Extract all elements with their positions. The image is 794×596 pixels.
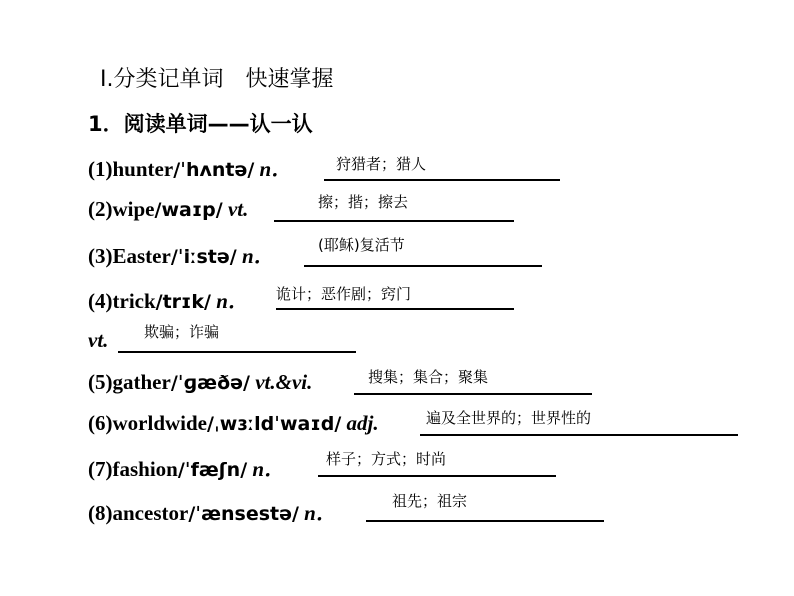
- entry-word: gather: [112, 370, 171, 394]
- answer-line: [420, 434, 738, 436]
- answer-text: 擦；揩；擦去: [318, 193, 409, 211]
- answer-text: 样子；方式；时尚: [326, 450, 447, 468]
- entry-number: (8): [88, 501, 113, 525]
- vocab-entry-trick: [88, 285, 249, 315]
- entry-word: wipe: [112, 197, 155, 221]
- entry-pronunciation: /ˈhʌntə/: [173, 159, 255, 181]
- entry-number: (3): [88, 244, 113, 268]
- answer-text: 狩猎者；猎人: [336, 155, 427, 173]
- entry-word: worldwide: [112, 411, 207, 435]
- vocab-entry-wipe: [88, 197, 248, 222]
- answer-text: 欺骗；诈骗: [144, 323, 220, 341]
- entry-pronunciation: /ˈiːstə/: [170, 246, 237, 268]
- entry-pos: n．: [216, 289, 249, 313]
- entry-pronunciation: /waɪp/: [154, 199, 223, 221]
- entry-number: (1): [88, 157, 113, 181]
- answer-line: [366, 520, 604, 522]
- answer-line: [118, 351, 356, 353]
- answer-text: 搜集；集合；聚集: [368, 368, 489, 386]
- entry-pronunciation: /trɪk/: [155, 291, 211, 313]
- answer-line: [354, 393, 592, 395]
- answer-line: [324, 179, 560, 181]
- answer-text: 祖先；祖宗: [392, 492, 468, 510]
- answer-text: 诡计；恶作剧；窍门: [276, 285, 412, 303]
- answer-line: [304, 265, 542, 267]
- entry-pos: n．: [252, 457, 286, 481]
- entry-word: trick: [112, 289, 156, 313]
- entry-number: (6): [88, 411, 113, 435]
- vocab-entry-gather: [88, 370, 312, 395]
- answer-line: [276, 308, 514, 310]
- answer-line: [274, 220, 514, 222]
- answer-line: [318, 475, 556, 477]
- entry-word: hunter: [112, 157, 174, 181]
- entry-number: (5): [88, 370, 113, 394]
- entry-pronunciation: /ˈɡæðə/: [170, 372, 250, 394]
- entry-pronunciation: /ˈfæʃn/: [177, 459, 248, 481]
- entry-pronunciation: /ˈænsestə/: [188, 503, 299, 525]
- entry-word: ancestor: [112, 501, 189, 525]
- entry-pos: n．: [241, 244, 275, 268]
- answer-text: (耶稣)复活节: [318, 236, 405, 254]
- vocab-entry-hunter: [88, 153, 292, 183]
- entry-pos: n．: [304, 501, 337, 525]
- entry-number: (7): [88, 457, 113, 481]
- entry-number: (2): [88, 197, 113, 221]
- subheading: 1．阅读单词——认一认: [88, 112, 313, 136]
- entry-word: Easter: [112, 244, 171, 268]
- vocab-entry-ancestor: [88, 497, 337, 527]
- entry-number: (4): [88, 289, 113, 313]
- entry-pos: vt.: [227, 197, 249, 221]
- entry-pos: vt.&vi.: [255, 370, 313, 394]
- entry-pronunciation: /ˌwɜːldˈwaɪd/: [207, 413, 342, 435]
- section-heading: Ⅰ.分类记单词 快速掌握: [100, 67, 334, 92]
- vocab-entry-fashion: [88, 453, 285, 483]
- entry-word: fashion: [112, 457, 178, 481]
- vocab-entry-easter: [88, 240, 275, 270]
- vocab-entry-worldwide: [88, 411, 379, 436]
- vocab-entry-trick-verb: [88, 328, 108, 353]
- entry-pos: vt.: [88, 328, 109, 352]
- entry-pos: n．: [259, 157, 293, 181]
- answer-text: 遍及全世界的；世界性的: [426, 409, 592, 427]
- entry-pos: adj.: [346, 411, 379, 435]
